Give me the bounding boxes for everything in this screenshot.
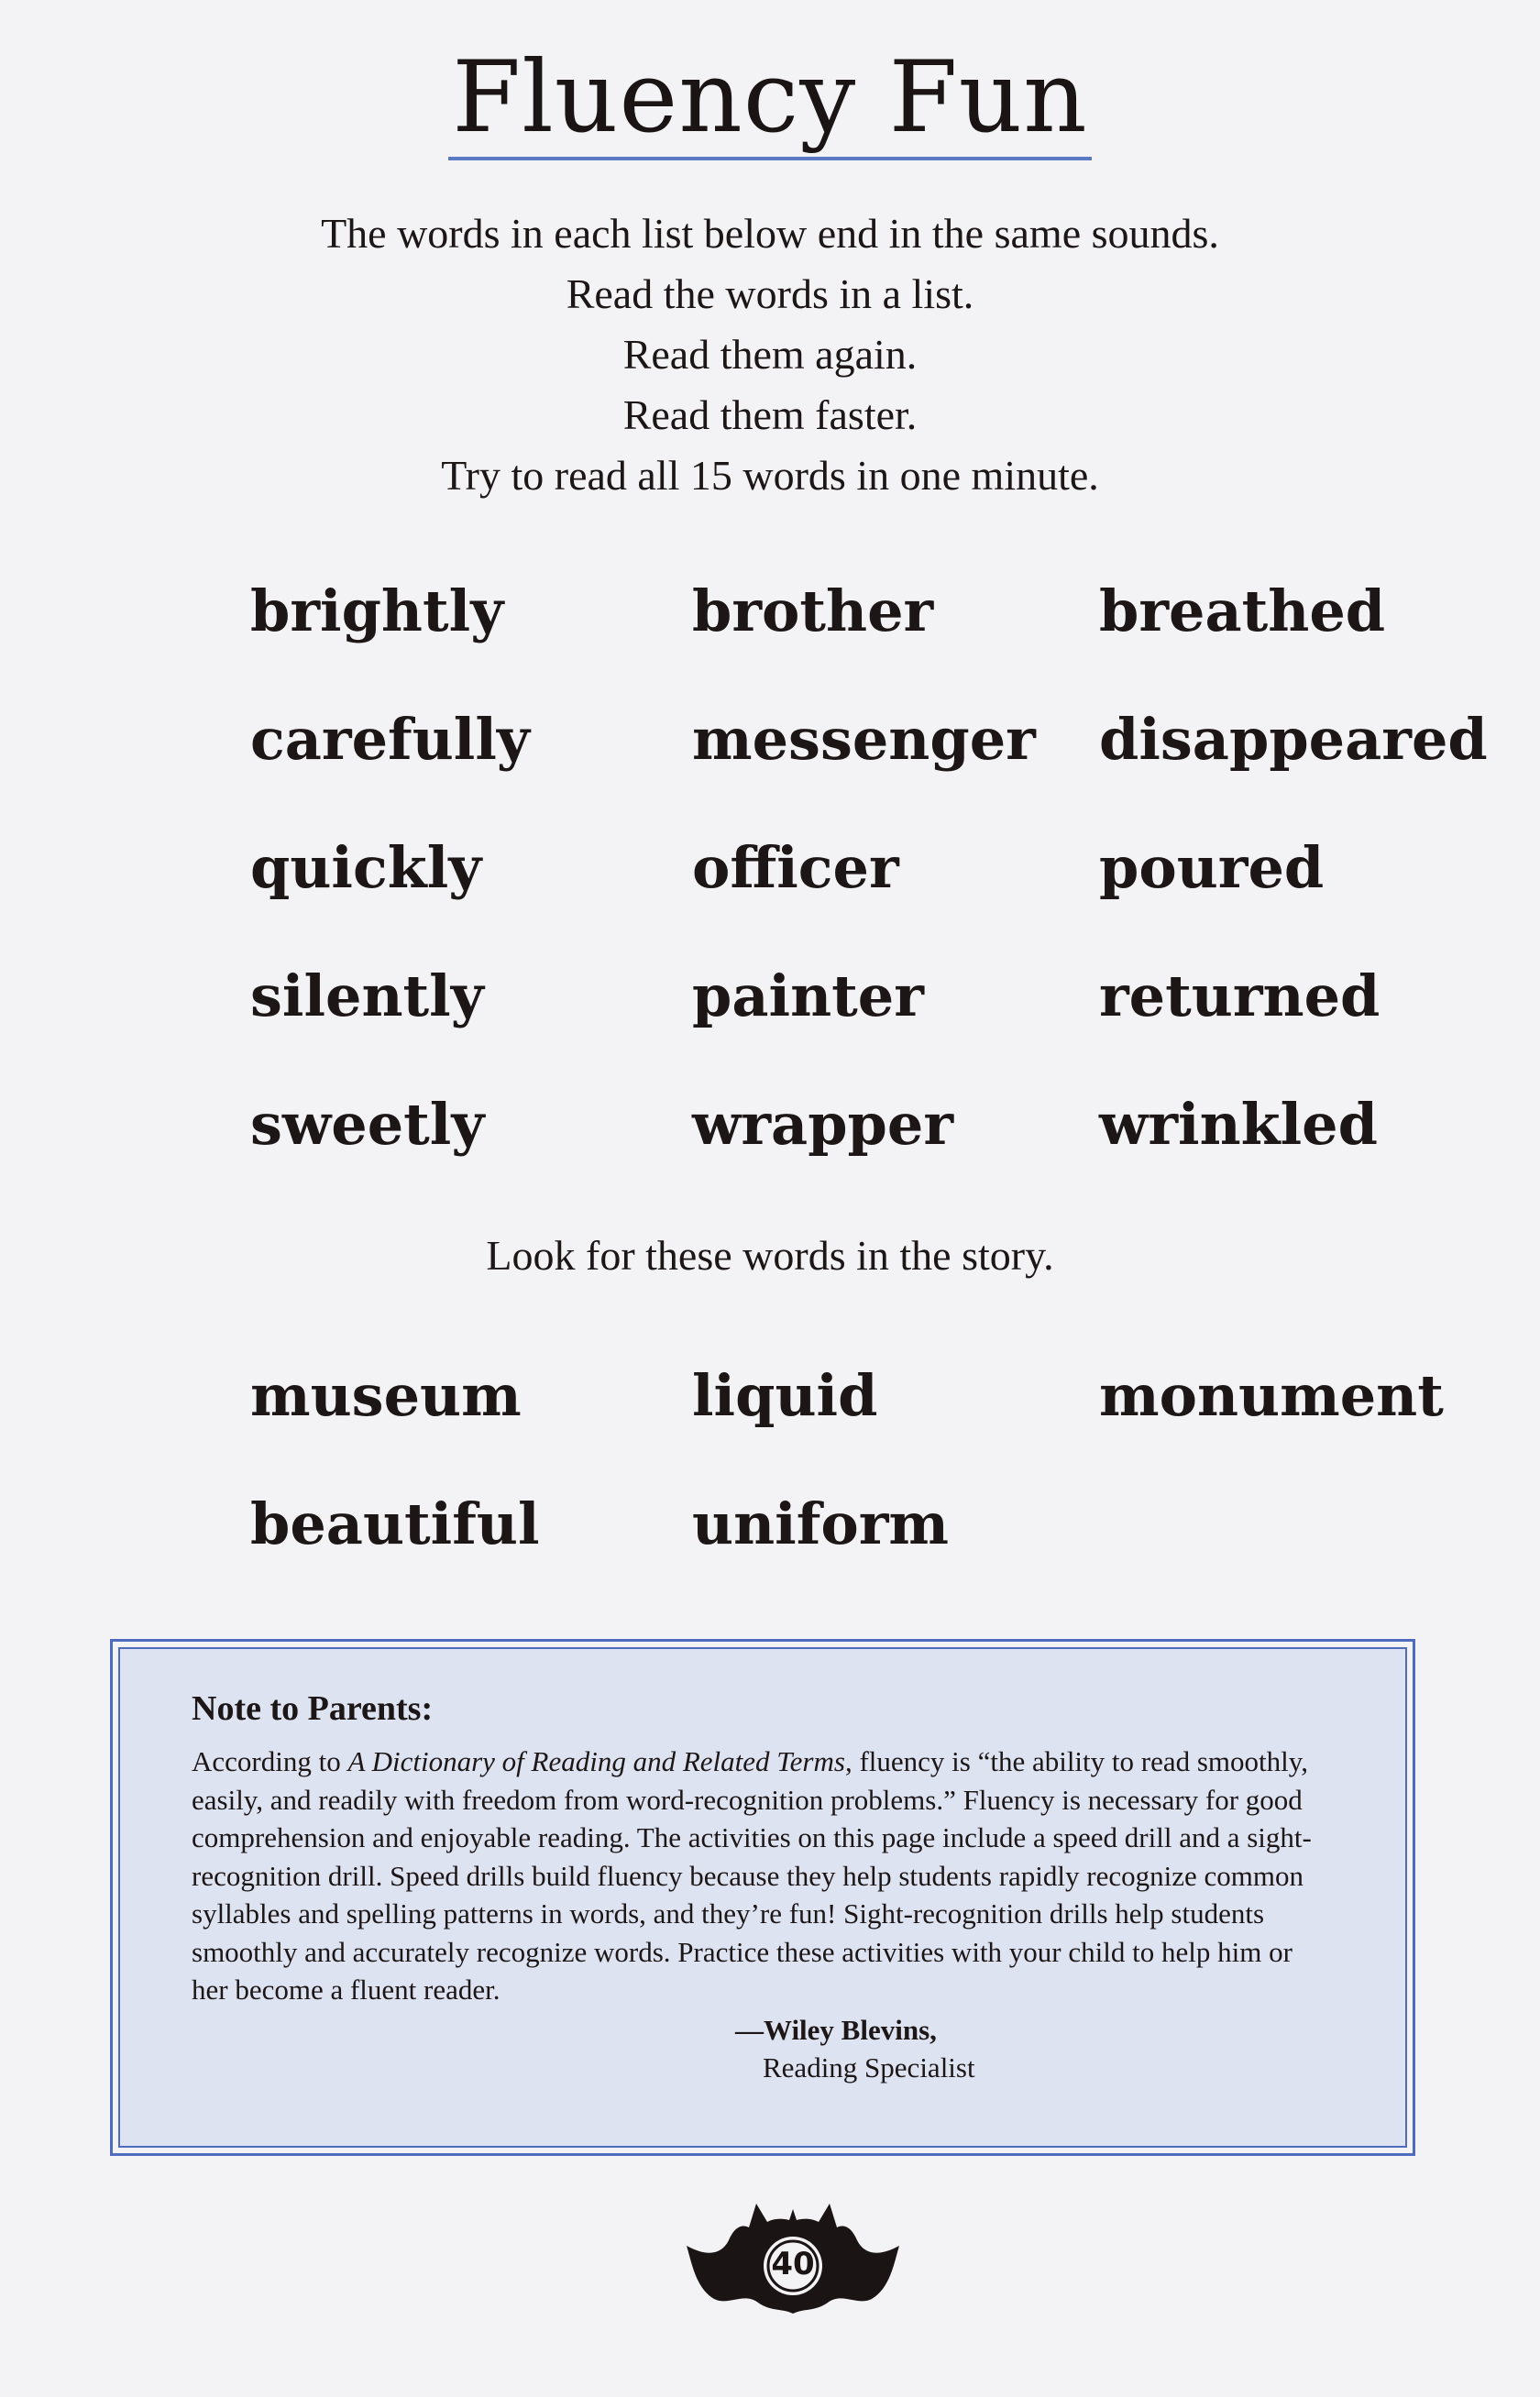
note-text: , fluency is “the ability to read smoothly, easily, and readily with freedom from word-recognition problems.” Fluency is necessary for good comprehension and enjoyable reading. The activities on this page include a speed drill and a sight-recognition drill. Speed drills build fluency because they help students rapidly recognize common syllables and spelling patterns in words, and they’re fun! Sight-recognition drills help students smoothly and accurately recognize words. Practice these activities with your child to help him or her become a fluent reader. [192, 1745, 1312, 2006]
speed-drill-word: breathed [1099, 577, 1386, 644]
sight-word: beautiful [250, 1490, 540, 1557]
note-lead: According to [192, 1745, 348, 1777]
speed-drill-word: officer [692, 834, 899, 901]
note-body [192, 1743, 1332, 2009]
speed-drill-word: quickly [250, 834, 482, 901]
intro-line: Read them again. [622, 331, 918, 378]
speed-drill-word: wrapper [692, 1091, 954, 1158]
speed-drill-word: wrinkled [1099, 1091, 1378, 1158]
note-signature [735, 2011, 1332, 2086]
speed-drill-word: disappeared [1099, 706, 1488, 773]
speed-drill-word: messenger [692, 706, 1036, 773]
speed-drill-word: sweetly [250, 1091, 485, 1158]
intro-instructions [0, 203, 1540, 506]
sight-word: monument [1099, 1362, 1444, 1429]
speed-drill-word: poured [1099, 834, 1325, 901]
note-book-title: A Dictionary of Reading and Related Terms [347, 1745, 845, 1777]
speed-drill-word: returned [1099, 962, 1380, 1029]
title-wrap [0, 40, 1540, 160]
speed-drill-word: silently [250, 962, 484, 1029]
intro-line: Read them faster. [622, 391, 918, 438]
sight-words-instruction: Look for these words in the story. [486, 1232, 1054, 1279]
page-title: Fluency Fun [448, 44, 1091, 160]
sight-word: liquid [692, 1362, 878, 1429]
speed-drill-word: carefully [250, 706, 530, 773]
speed-drill-word: brother [692, 577, 934, 644]
signature-title: Reading Specialist [763, 2051, 975, 2084]
page-number: 40 [771, 2246, 815, 2282]
signature-name: —Wiley Blevins, [735, 2013, 937, 2046]
sight-word: uniform [692, 1490, 949, 1557]
note-inner-panel [118, 1647, 1407, 2148]
intro-line: Read the words in a list. [566, 270, 974, 317]
speed-drill-word: painter [692, 962, 924, 1029]
sight-word-grid [250, 1355, 1497, 1611]
intro-line: Try to read all 15 words in one minute. [441, 452, 1099, 499]
note-heading: Note to Parents: [192, 1689, 434, 1728]
speed-drill-word: brightly [250, 577, 504, 644]
speed-drill-word-grid [250, 570, 1497, 1212]
sight-word: museum [250, 1362, 522, 1429]
page-number-badge [683, 2200, 903, 2315]
note-to-parents-box [110, 1639, 1415, 2156]
intro-line: The words in each list below end in the same sounds. [321, 210, 1219, 257]
